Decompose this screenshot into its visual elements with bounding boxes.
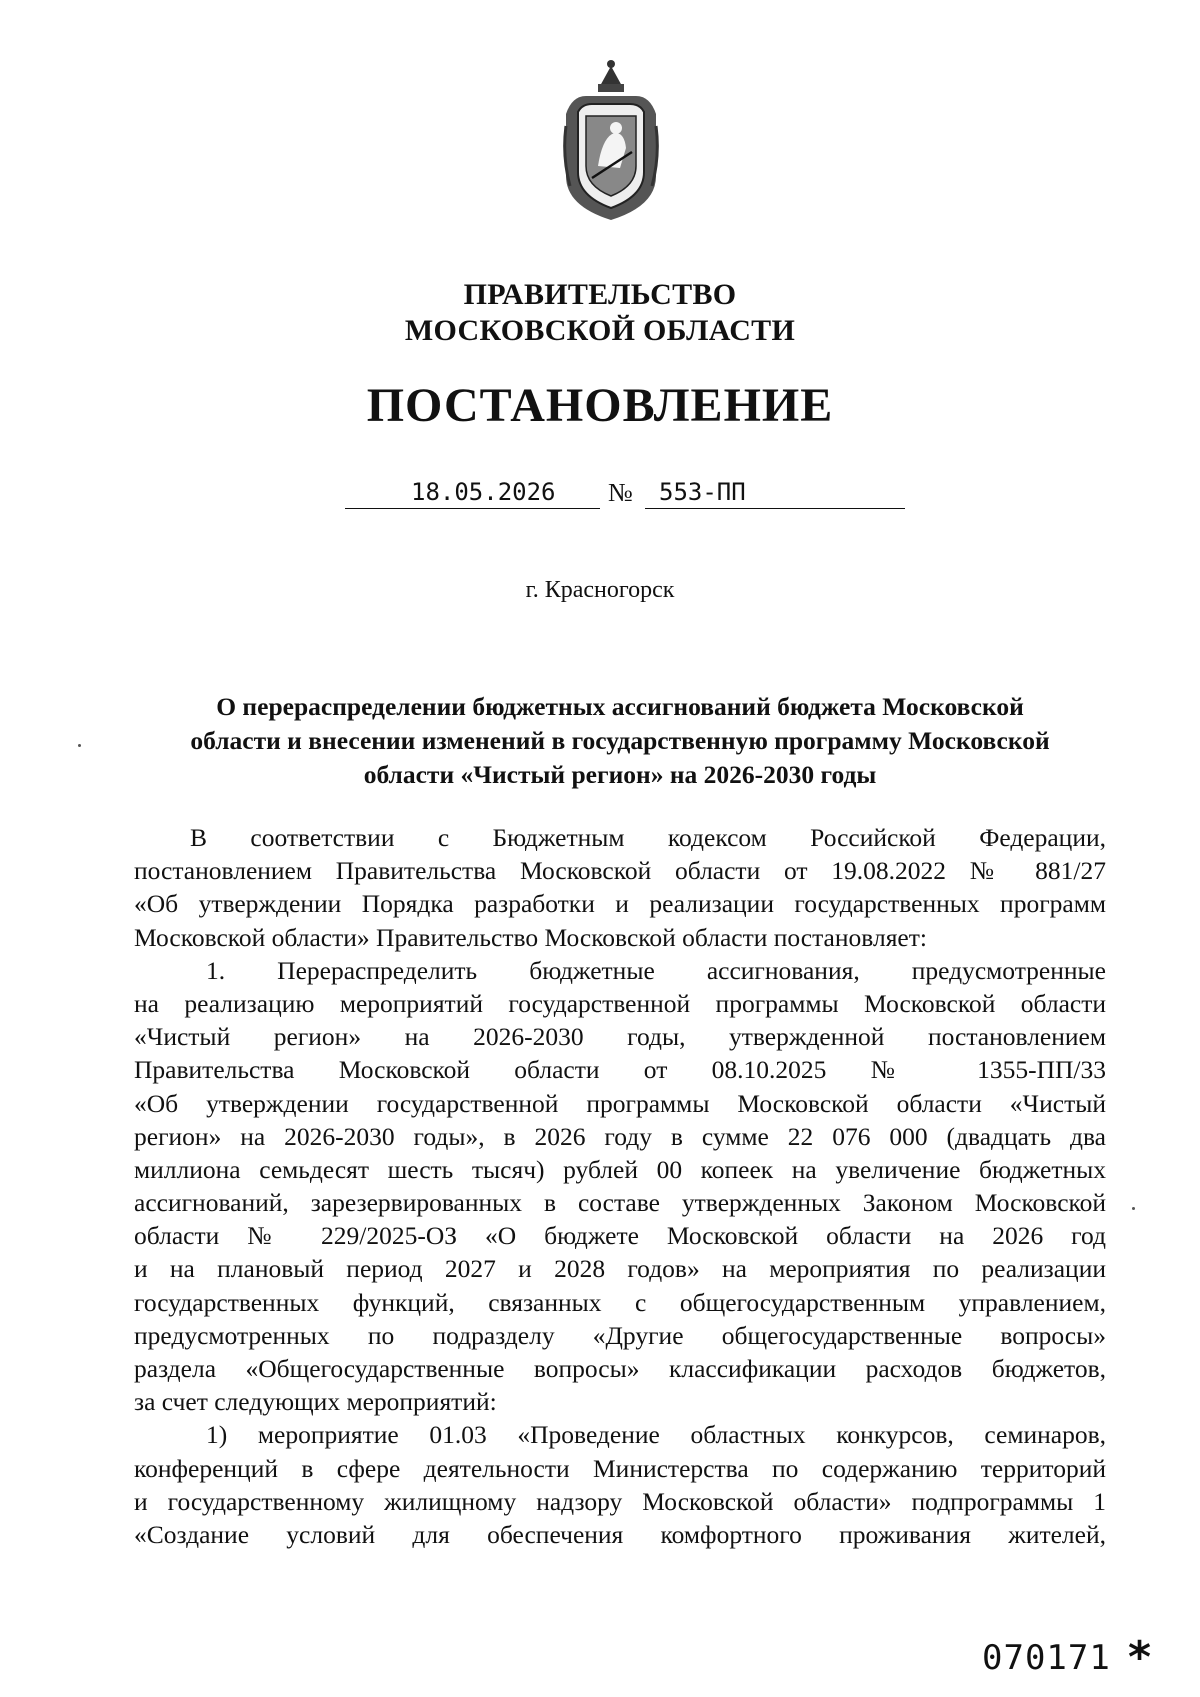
body-line: миллиона семьдесят шесть тысяч) рублей 00 копеек на увеличение бюджетных xyxy=(134,1154,1106,1184)
title-line: области «Чистый регион» на 2026-2030 годы xyxy=(363,760,877,789)
scan-speck xyxy=(1132,1207,1135,1210)
coat-of-arms-emblem xyxy=(562,56,660,224)
government-name-line2: МОСКОВСКОЙ ОБЛАСТИ xyxy=(404,314,796,347)
body-line: 1) мероприятие 01.03 «Проведение областных конкурсов, семинаров, xyxy=(206,1420,1106,1450)
body-line: раздела «Общегосударственные вопросы» классификации расходов бюджетов, xyxy=(134,1354,1106,1383)
body-line: В соответствии с Бюджетным кодексом Российской Федерации, xyxy=(190,823,1106,852)
document-type-heading: ПОСТАНОВЛЕНИЕ xyxy=(366,379,834,432)
body-line: Московской области» Правительство Московской области постановляет: xyxy=(134,922,927,952)
body-line: на реализацию мероприятий государственной программы Московской области xyxy=(134,988,1106,1018)
body-line: и государственному жилищному надзору Московской области» подпрограммы 1 xyxy=(134,1486,1106,1516)
body-line: постановлением Правительства Московской области от 19.08.2022 № 881/27 xyxy=(134,856,1106,886)
body-line: Правительства Московской области от 08.10.2025 № 1355-ПП/33 xyxy=(134,1055,1106,1085)
body-line: конференций в сфере деятельности Министерства по содержанию территорий xyxy=(134,1453,1106,1483)
registration-stamp-number: 070171 xyxy=(982,1638,1111,1678)
body-line: 1. Перераспределить бюджетные ассигнования, предусмотренные xyxy=(206,955,1106,985)
body-line: «Создание условий для обеспечения комфортного проживания жителей, xyxy=(134,1519,1106,1549)
document-title xyxy=(130,690,1110,792)
body-line: области № 229/2025-ОЗ «О бюджете Московской области на 2026 год xyxy=(134,1221,1106,1251)
document-body xyxy=(134,821,1106,1551)
body-line: «Чистый регион» на 2026-2030 годы, утвержденной постановлением xyxy=(134,1022,1106,1052)
body-line: «Об утверждении государственной программы Московской области «Чистый xyxy=(134,1088,1106,1118)
body-line: и на плановый период 2027 и 2028 годов» на мероприятия по реализации xyxy=(134,1254,1106,1284)
title-line: области и внесении изменений в государственную программу Московской xyxy=(190,726,1050,755)
body-line: регион» на 2026-2030 годы», в 2026 году в сумме 22 076 000 (двадцать два xyxy=(134,1121,1106,1151)
body-line: государственных функций, связанных с общегосударственным управлением, xyxy=(134,1287,1106,1317)
body-line: «Об утверждении Порядка разработки и реализации государственных программ xyxy=(134,889,1106,919)
city-name: г. Красногорск xyxy=(525,577,675,603)
government-name-line1: ПРАВИТЕЛЬСТВО xyxy=(463,278,737,311)
body-line: ассигнований, зарезервированных в составе утвержденных Законом Московской xyxy=(134,1188,1106,1218)
body-line: предусмотренных по подразделу «Другие общегосударственные вопросы» xyxy=(134,1320,1106,1350)
title-line: О перераспределении бюджетных ассигнований бюджета Московской xyxy=(216,692,1024,721)
document-number: 553-ПП xyxy=(659,478,746,506)
number-underline xyxy=(645,508,905,509)
date-number-row xyxy=(345,476,905,516)
registration-stamp-mark: * xyxy=(1128,1632,1152,1683)
body-line: за счет следующих мероприятий: xyxy=(134,1387,497,1417)
date-underline xyxy=(345,508,600,509)
document-date: 18.05.2026 xyxy=(411,478,556,506)
number-sign: № xyxy=(608,478,633,507)
scan-speck xyxy=(78,744,81,747)
